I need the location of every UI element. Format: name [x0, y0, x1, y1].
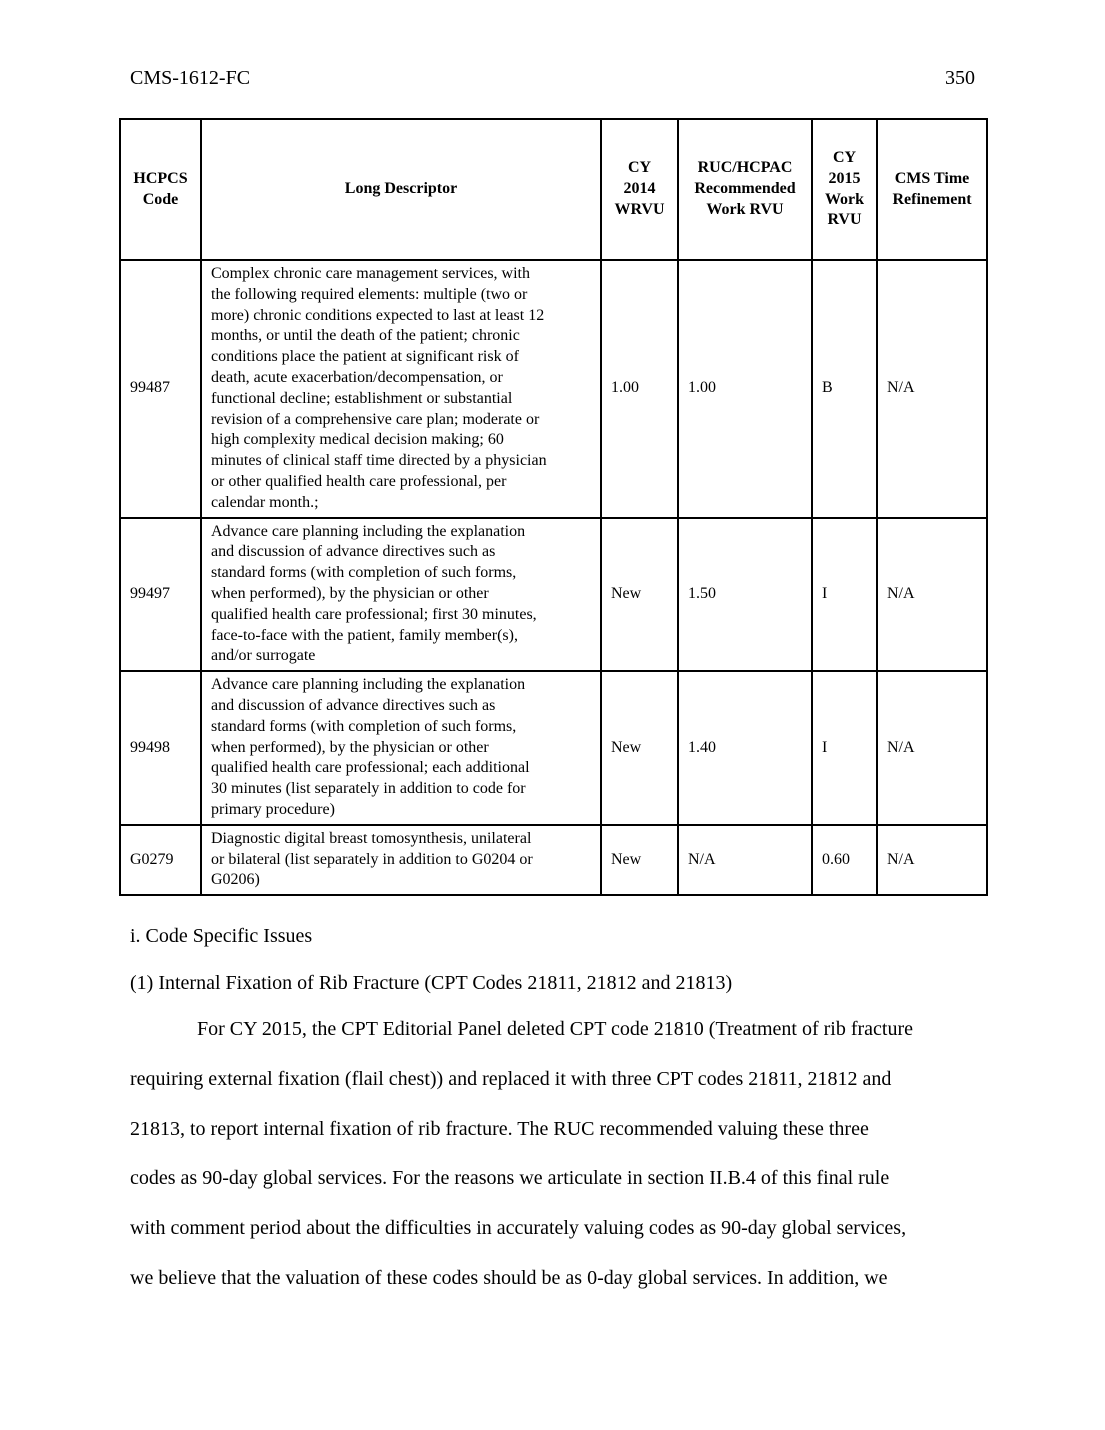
- cy2015-work-rvu-cell: B: [812, 260, 877, 518]
- cy2015-work-rvu-cell: 0.60: [812, 825, 877, 895]
- header-label-line: Code: [142, 190, 179, 208]
- header-label-line: WRVU: [614, 200, 665, 218]
- descriptor-line: calendar month.;: [211, 493, 319, 511]
- header-label-line: HCPCS: [133, 169, 188, 187]
- cy2014-wrvu-cell: 1.00: [601, 260, 678, 518]
- cy2014-wrvu-cell: New: [601, 671, 678, 825]
- page-number: 350: [945, 67, 975, 89]
- header-cy2014-wrvu: [601, 119, 678, 260]
- descriptor-line: Advance care planning including the explanation: [211, 676, 526, 694]
- header-hcpcs-code: [120, 119, 201, 260]
- document-id: CMS-1612-FC: [130, 67, 251, 89]
- descriptor-line: high complexity medical decision making; 60: [211, 431, 504, 449]
- ruc-recommended-cell: N/A: [678, 825, 812, 895]
- header-label-line: Work RVU: [706, 200, 784, 218]
- table-row: [120, 825, 987, 895]
- header-label-line: RVU: [827, 211, 862, 229]
- code-cell: 99498: [120, 671, 201, 825]
- header-label-line: 2014: [623, 180, 656, 198]
- descriptor-line: G0206): [211, 871, 260, 889]
- header-label-line: Work: [824, 190, 865, 208]
- descriptor-line: 30 minutes (list separately in addition to code for: [211, 780, 526, 798]
- header-label-line: Recommended: [694, 180, 796, 198]
- descriptor-line: or other qualified health care professional, per: [211, 472, 507, 490]
- ruc-recommended-cell: 1.50: [678, 518, 812, 672]
- header-label-line: 2015: [828, 169, 861, 187]
- descriptor-line: when performed), by the physician or other: [211, 584, 489, 602]
- header-label-line: RUC/HCPAC: [697, 159, 793, 177]
- table-row: [120, 260, 987, 518]
- descriptor-line: the following required elements: multiple (two or: [211, 285, 528, 303]
- cms-time-refinement-cell: N/A: [877, 671, 987, 825]
- ruc-recommended-cell: 1.40: [678, 671, 812, 825]
- header-label-line: CY: [627, 159, 652, 177]
- descriptor-line: Diagnostic digital breast tomosynthesis, unilateral: [211, 829, 532, 847]
- descriptor-line: and discussion of advance directives such as: [211, 543, 496, 561]
- descriptor-line: minutes of clinical staff time directed by a physician: [211, 452, 547, 470]
- header-ruc-recommended: [678, 119, 812, 260]
- descriptor-line: standard forms (with completion of such forms,: [211, 717, 517, 735]
- table-row: [120, 671, 987, 825]
- descriptor-line: months, or until the death of the patient; chronic: [211, 327, 520, 345]
- descriptor-line: and/or surrogate: [211, 647, 316, 665]
- cy2015-work-rvu-cell: I: [812, 671, 877, 825]
- descriptor-line: when performed), by the physician or other: [211, 738, 489, 756]
- header-label-line: CY: [832, 148, 857, 166]
- header-label-line: CMS Time: [894, 169, 970, 187]
- cms-time-refinement-cell: N/A: [877, 518, 987, 672]
- header-cms-time-refinement: [877, 119, 987, 260]
- paragraph-line: For CY 2015, the CPT Editorial Panel deleted CPT code 21810 (Treatment of rib fracture: [197, 1018, 913, 1040]
- descriptor-line: face-to-face with the patient, family member(s),: [211, 626, 518, 644]
- paragraph-line: requiring external fixation (flail chest)) and replaced it with three CPT codes 21811, 21812 and: [130, 1067, 892, 1090]
- cms-time-refinement-cell: N/A: [877, 260, 987, 518]
- descriptor-line: primary procedure): [211, 800, 335, 818]
- subsection-heading: (1) Internal Fixation of Rib Fracture (CPT Codes 21811, 21812 and 21813): [130, 972, 733, 994]
- table-row: [120, 518, 987, 672]
- descriptor-line: death, acute exacerbation/decompensation, or: [211, 368, 503, 386]
- ruc-recommended-cell: 1.00: [678, 260, 812, 518]
- paragraph-line: with comment period about the difficulties in accurately valuing codes as 90-day global services,: [130, 1217, 907, 1240]
- paragraph-line: 21813, to report internal fixation of rib fracture. The RUC recommended valuing these three: [130, 1117, 869, 1140]
- descriptor-line: Advance care planning including the explanation: [211, 522, 526, 540]
- header-cy2015-work-rvu: [812, 119, 877, 260]
- paragraph-line: codes as 90-day global services. For the reasons we articulate in section II.B.4 of this final rule: [130, 1167, 890, 1190]
- descriptor-line: standard forms (with completion of such forms,: [211, 564, 517, 582]
- descriptor-line: more) chronic conditions expected to last at least 12: [211, 306, 545, 324]
- section-heading: i. Code Specific Issues: [130, 925, 313, 947]
- descriptor-line: and discussion of advance directives such as: [211, 696, 496, 714]
- header-long-descriptor: [201, 119, 601, 260]
- code-cell: 99497: [120, 518, 201, 672]
- descriptor-cell: [201, 518, 601, 672]
- descriptor-line: conditions place the patient at significant risk of: [211, 348, 519, 366]
- table-header-row: [120, 119, 987, 260]
- descriptor-cell: [201, 825, 601, 895]
- descriptor-line: revision of a comprehensive care plan; moderate or: [211, 410, 540, 428]
- descriptor-line: functional decline; establishment or substantial: [211, 389, 513, 407]
- descriptor-line: qualified health care professional; first 30 minutes,: [211, 605, 537, 623]
- code-cell: G0279: [120, 825, 201, 895]
- cy2014-wrvu-cell: New: [601, 825, 678, 895]
- descriptor-line: or bilateral (list separately in addition to G0204 or: [211, 850, 533, 868]
- descriptor-cell: [201, 671, 601, 825]
- cy2014-wrvu-cell: New: [601, 518, 678, 672]
- paragraph-line: we believe that the valuation of these codes should be as 0-day global services. In addition, we: [130, 1266, 888, 1289]
- descriptor-cell: [201, 260, 601, 518]
- cy2015-work-rvu-cell: I: [812, 518, 877, 672]
- header-label-line: Long Descriptor: [344, 180, 458, 198]
- rvu-table: [119, 118, 988, 896]
- body-paragraph: [130, 1017, 985, 1316]
- descriptor-line: qualified health care professional; each additional: [211, 759, 530, 777]
- code-cell: 99487: [120, 260, 201, 518]
- table-body: [120, 260, 987, 895]
- cms-time-refinement-cell: N/A: [877, 825, 987, 895]
- descriptor-line: Complex chronic care management services, with: [211, 265, 530, 282]
- header-label-line: Refinement: [892, 190, 972, 208]
